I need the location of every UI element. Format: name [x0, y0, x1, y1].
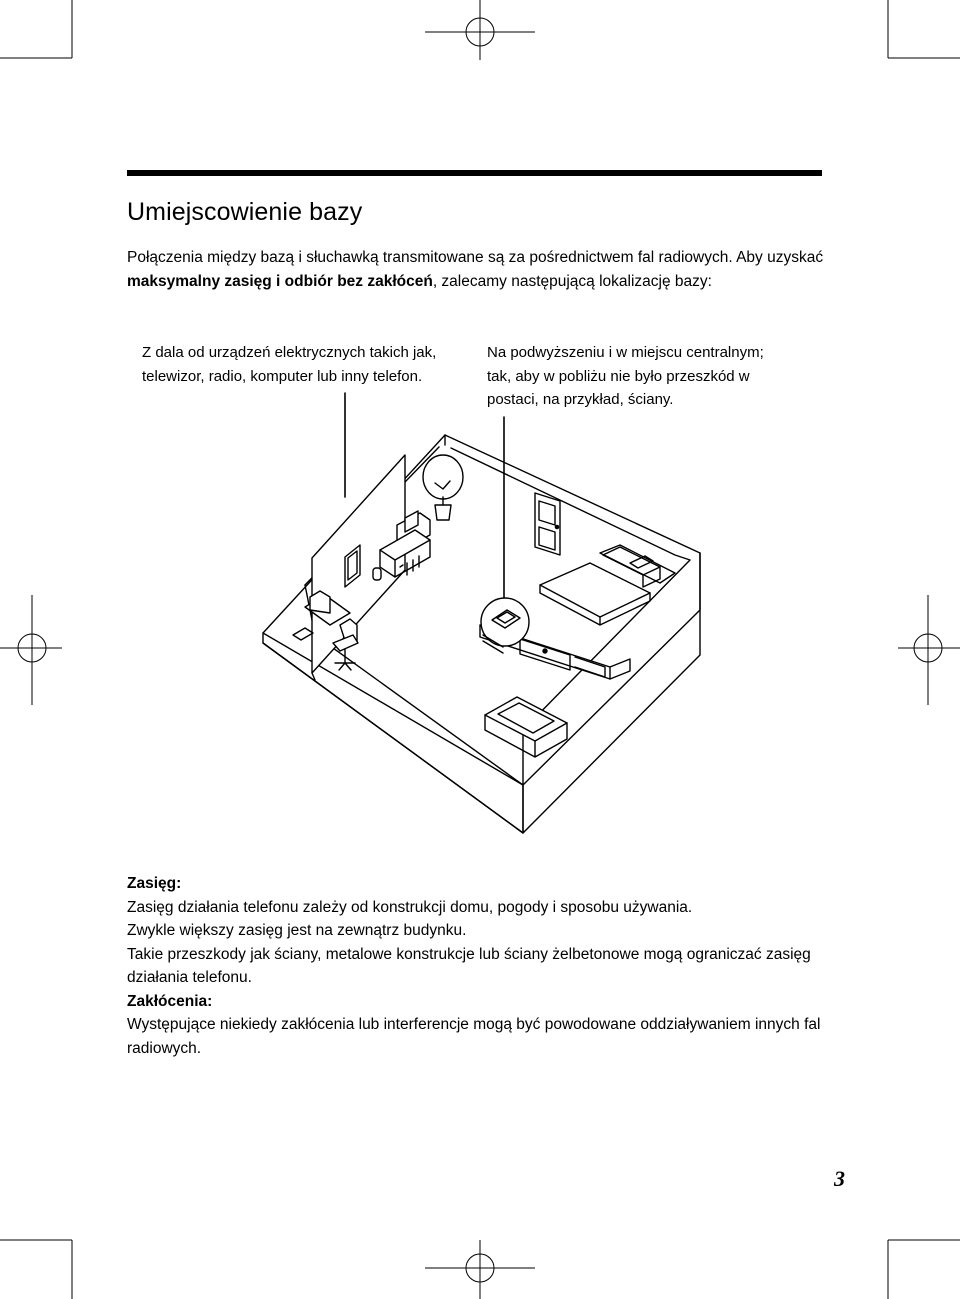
- range-text-2: Zwykle większy zasięg jest na zewnątrz budynku.: [127, 922, 467, 939]
- header-rule: [127, 170, 822, 176]
- intro-text: Połączenia między bazą i słuchawką transmitowane są za pośrednictwem fal radiowych. Aby uzyskać: [127, 249, 824, 266]
- room-illustration: [255, 385, 715, 840]
- callout-left: Z dala od urządzeń elektrycznych takich jak, telewizor, radio, komputer lub inny telefon.: [142, 344, 437, 385]
- info-section: [127, 872, 827, 1060]
- noise-heading: Zakłócenia:: [127, 992, 213, 1010]
- noise-text-1: Występujące niekiedy zakłócenia lub interferencje mogą być powodowane oddziaływaniem innych fal radiowych.: [127, 1016, 821, 1057]
- range-text-1: Zasięg działania telefonu zależy od konstrukcji domu, pogody i sposobu używania.: [127, 898, 693, 916]
- page-title: Umiejscowienie bazy: [127, 198, 363, 226]
- callout-right: Na podwyższeniu i w miejscu centralnym; tak, aby w pobliżu nie było przeszkód w postaci, na przykład, ściany.: [487, 344, 764, 408]
- intro-paragraph: [127, 246, 827, 294]
- intro-text-end: , zalecamy następującą lokalizację bazy:: [432, 273, 712, 290]
- range-heading: Zasięg:: [127, 875, 182, 892]
- page-number: 3: [834, 1166, 845, 1191]
- range-text-3: Takie przeszkody jak ściany, metalowe konstrukcje lub ściany żelbetonowe mogą ograniczać zasięg działania telefonu.: [127, 945, 811, 986]
- intro-emphasis: maksymalny zasięg i odbiór bez zakłóceń: [127, 273, 433, 290]
